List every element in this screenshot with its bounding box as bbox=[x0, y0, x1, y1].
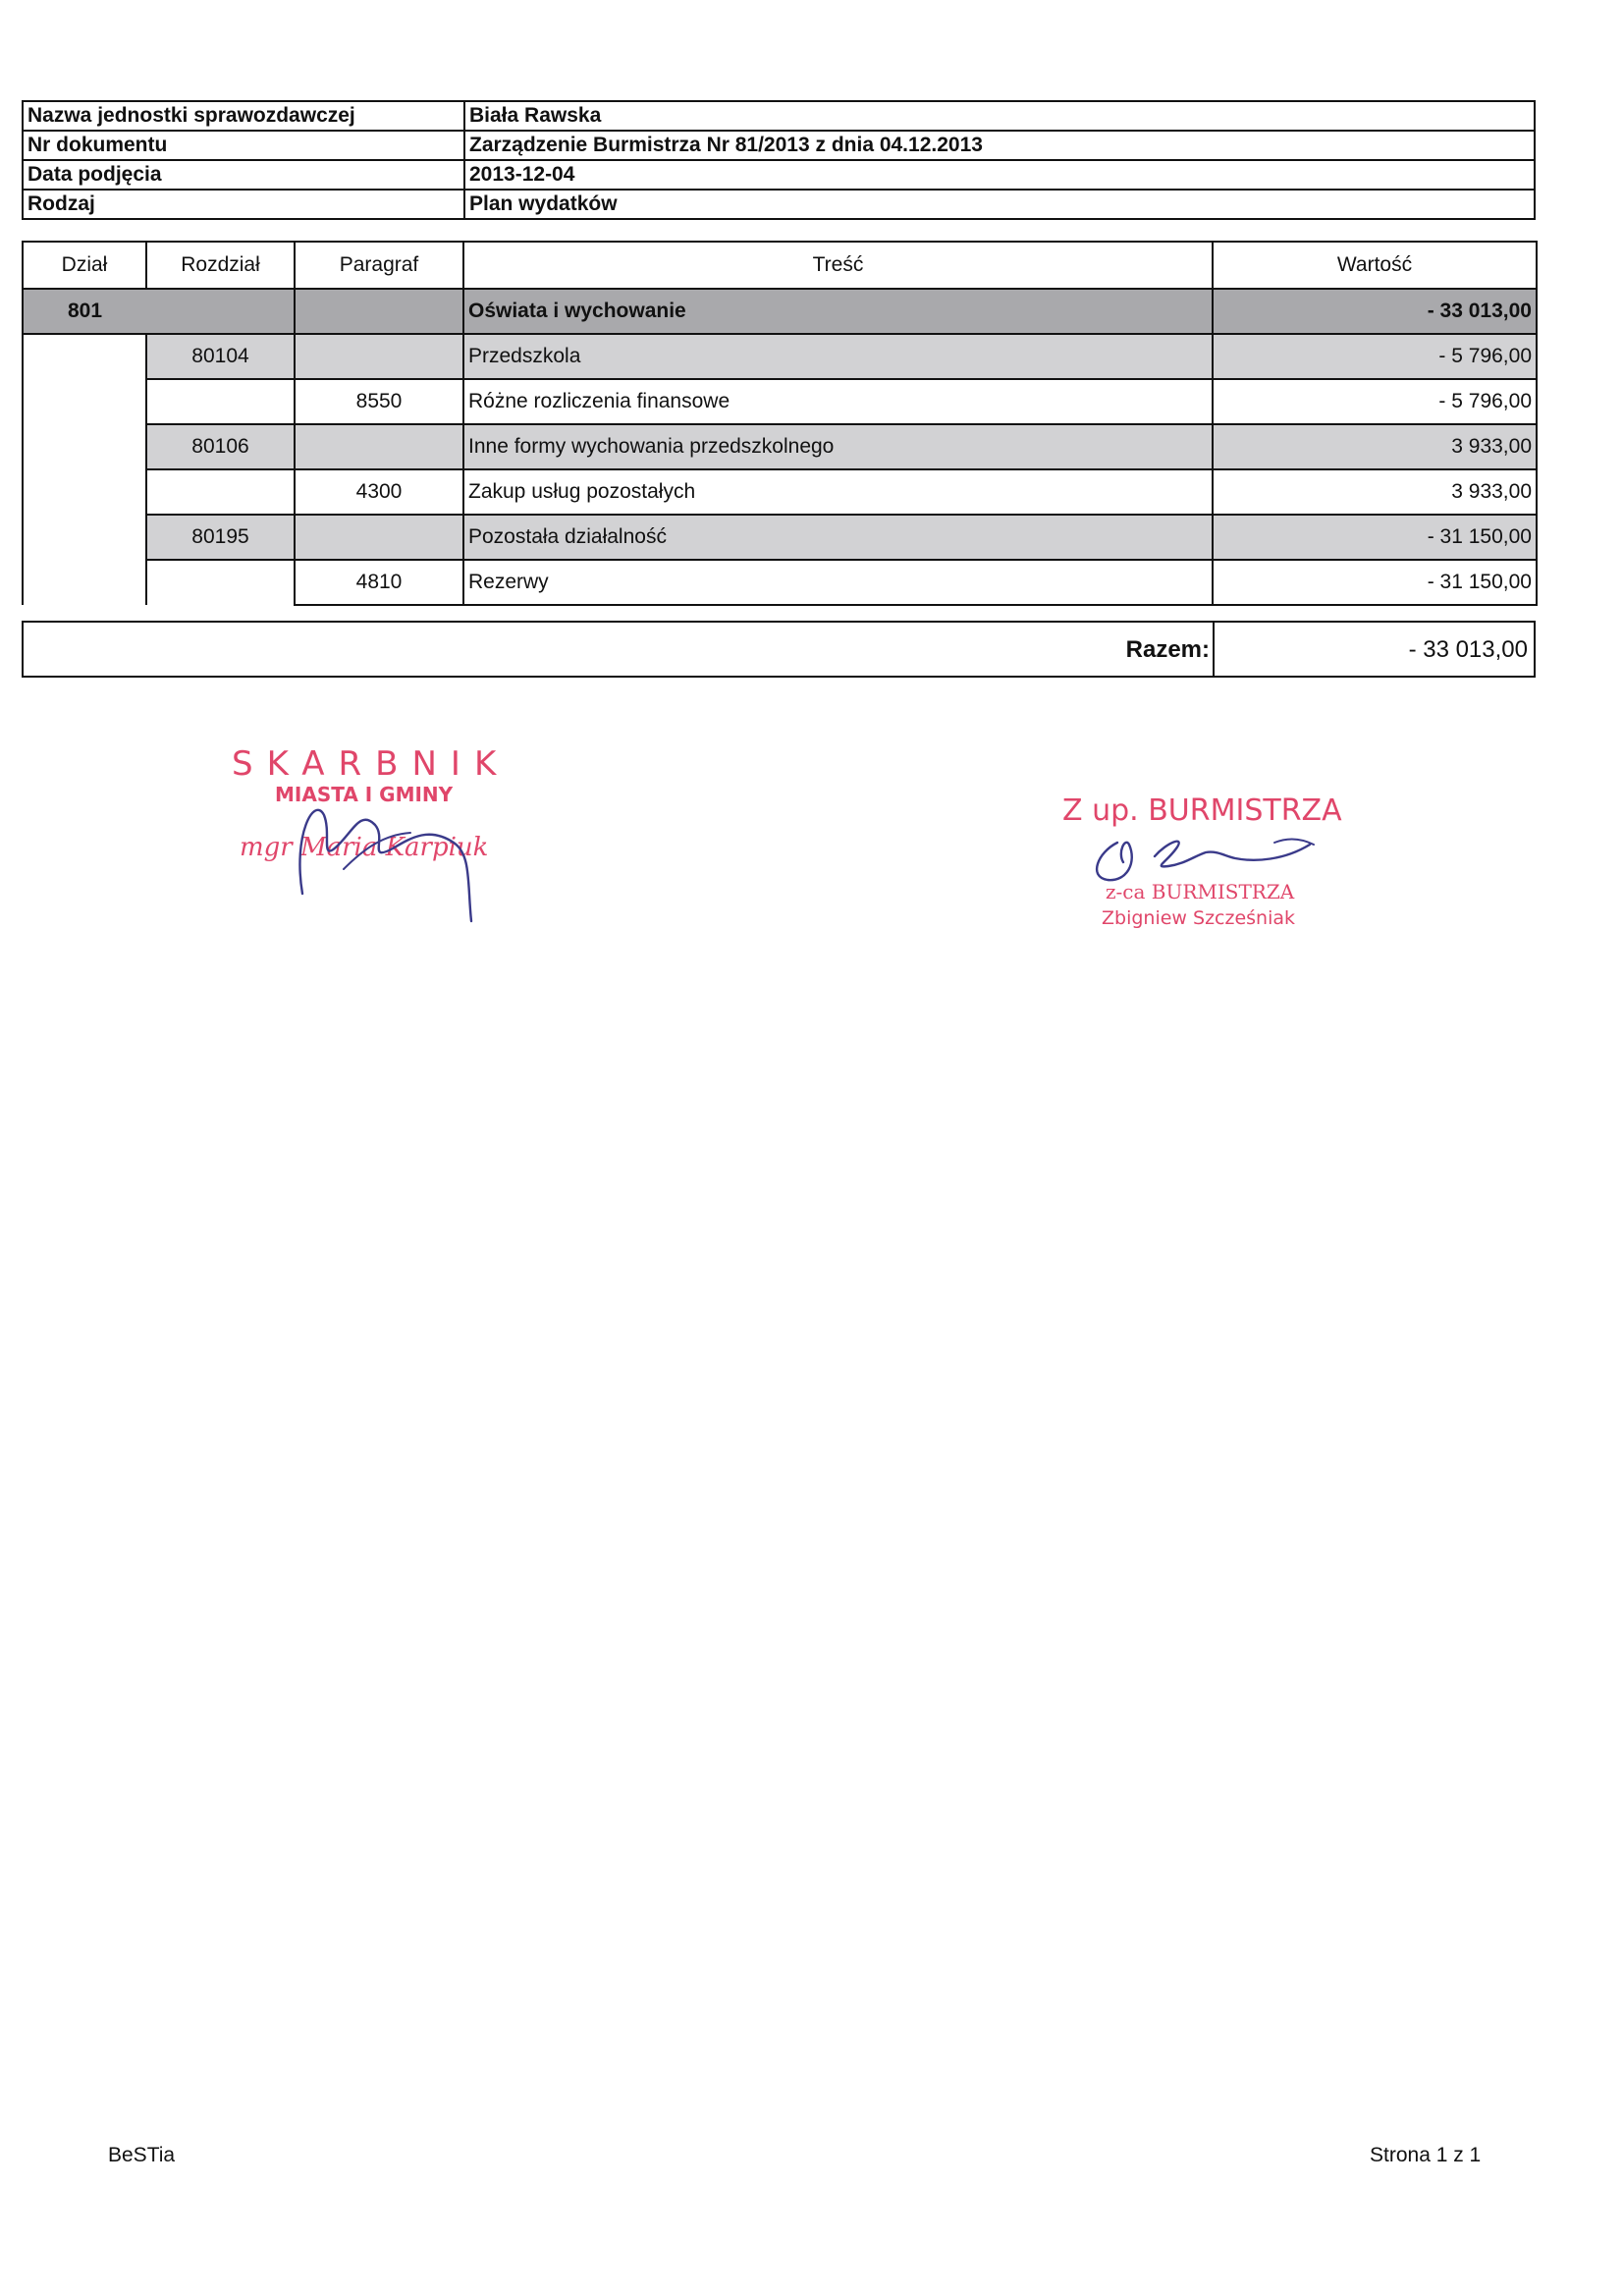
stamp-role: z-ca BURMISTRZA bbox=[1106, 880, 1295, 903]
info-value: Zarządzenie Burmistrza Nr 81/2013 z dnia 04.12.2013 bbox=[464, 131, 1535, 160]
footer-app-name: BeSTia bbox=[108, 2144, 176, 2166]
info-row bbox=[23, 131, 1535, 160]
handwritten-signature-right bbox=[1078, 823, 1333, 892]
table-row bbox=[23, 424, 1537, 469]
cell-wartosc: - 33 013,00 bbox=[1213, 289, 1537, 334]
stamp-title: Z up. BURMISTRZA bbox=[1062, 793, 1342, 828]
cell-dzial bbox=[23, 424, 146, 469]
cell-paragraf bbox=[295, 289, 463, 334]
cell-rozdzial: 80106 bbox=[146, 424, 295, 469]
col-header-rozdzial: Rozdział bbox=[146, 242, 295, 289]
budget-table bbox=[22, 241, 1538, 606]
cell-tresc: Pozostała działalność bbox=[463, 515, 1213, 560]
cell-wartosc: - 31 150,00 bbox=[1213, 515, 1537, 560]
cell-paragraf: 4300 bbox=[295, 469, 463, 515]
col-header-tresc: Treść bbox=[463, 242, 1213, 289]
info-row bbox=[23, 160, 1535, 190]
table-row bbox=[23, 379, 1537, 424]
handwritten-signature-left bbox=[285, 776, 501, 923]
cell-wartosc: - 5 796,00 bbox=[1213, 334, 1537, 379]
total-value: - 33 013,00 bbox=[1408, 636, 1528, 663]
info-row bbox=[23, 190, 1535, 219]
stamp-title: SKARBNIK bbox=[232, 744, 511, 784]
cell-wartosc: - 5 796,00 bbox=[1213, 379, 1537, 424]
cell-rozdzial bbox=[146, 289, 295, 334]
cell-tresc: Oświata i wychowanie bbox=[463, 289, 1213, 334]
info-row bbox=[23, 101, 1535, 131]
table-row bbox=[23, 515, 1537, 560]
cell-tresc: Różne rozliczenia finansowe bbox=[463, 379, 1213, 424]
cell-paragraf bbox=[295, 515, 463, 560]
stamp-name: Zbigniew Szcześniak bbox=[1102, 907, 1296, 929]
cell-paragraf bbox=[295, 424, 463, 469]
total-label: Razem: bbox=[1125, 636, 1210, 663]
col-header-paragraf: Paragraf bbox=[295, 242, 463, 289]
cell-rozdzial: 80195 bbox=[146, 515, 295, 560]
info-key: Nr dokumentu bbox=[23, 131, 464, 160]
info-key: Data podjęcia bbox=[23, 160, 464, 190]
col-header-wartosc: Wartość bbox=[1213, 242, 1537, 289]
cell-rozdzial bbox=[146, 560, 295, 605]
info-value: 2013-12-04 bbox=[464, 160, 1535, 190]
cell-paragraf bbox=[295, 334, 463, 379]
cell-tresc: Zakup usług pozostałych bbox=[463, 469, 1213, 515]
cell-dzial bbox=[23, 334, 146, 379]
cell-dzial bbox=[23, 379, 146, 424]
cell-rozdzial: 80104 bbox=[146, 334, 295, 379]
table-row bbox=[23, 334, 1537, 379]
cell-paragraf: 8550 bbox=[295, 379, 463, 424]
info-key: Nazwa jednostki sprawozdawczej bbox=[23, 101, 464, 131]
total-divider bbox=[1213, 623, 1215, 678]
cell-tresc: Rezerwy bbox=[463, 560, 1213, 605]
info-value: Plan wydatków bbox=[464, 190, 1535, 219]
cell-tresc: Inne formy wychowania przedszkolnego bbox=[463, 424, 1213, 469]
cell-dzial bbox=[23, 515, 146, 560]
cell-wartosc: 3 933,00 bbox=[1213, 469, 1537, 515]
cell-tresc: Przedszkola bbox=[463, 334, 1213, 379]
cell-dzial bbox=[23, 560, 146, 605]
total-row bbox=[22, 621, 1536, 678]
cell-dzial bbox=[23, 469, 146, 515]
cell-dzial: 801 bbox=[23, 289, 146, 334]
stamp-subtitle: MIASTA I GMINY bbox=[275, 783, 454, 806]
info-key: Rodzaj bbox=[23, 190, 464, 219]
cell-wartosc: - 31 150,00 bbox=[1213, 560, 1537, 605]
col-header-dzial: Dział bbox=[23, 242, 146, 289]
table-row bbox=[23, 560, 1537, 605]
document-info-table bbox=[22, 100, 1536, 220]
cell-paragraf: 4810 bbox=[295, 560, 463, 605]
table-row bbox=[23, 289, 1537, 334]
footer-page-number: Strona 1 z 1 bbox=[1370, 2144, 1482, 2166]
stamp-name: mgr Maria Karpiuk bbox=[240, 833, 489, 862]
info-value: Biała Rawska bbox=[464, 101, 1535, 131]
cell-rozdzial bbox=[146, 379, 295, 424]
table-row bbox=[23, 469, 1537, 515]
cell-rozdzial bbox=[146, 469, 295, 515]
cell-wartosc: 3 933,00 bbox=[1213, 424, 1537, 469]
table-header-row bbox=[23, 242, 1537, 289]
